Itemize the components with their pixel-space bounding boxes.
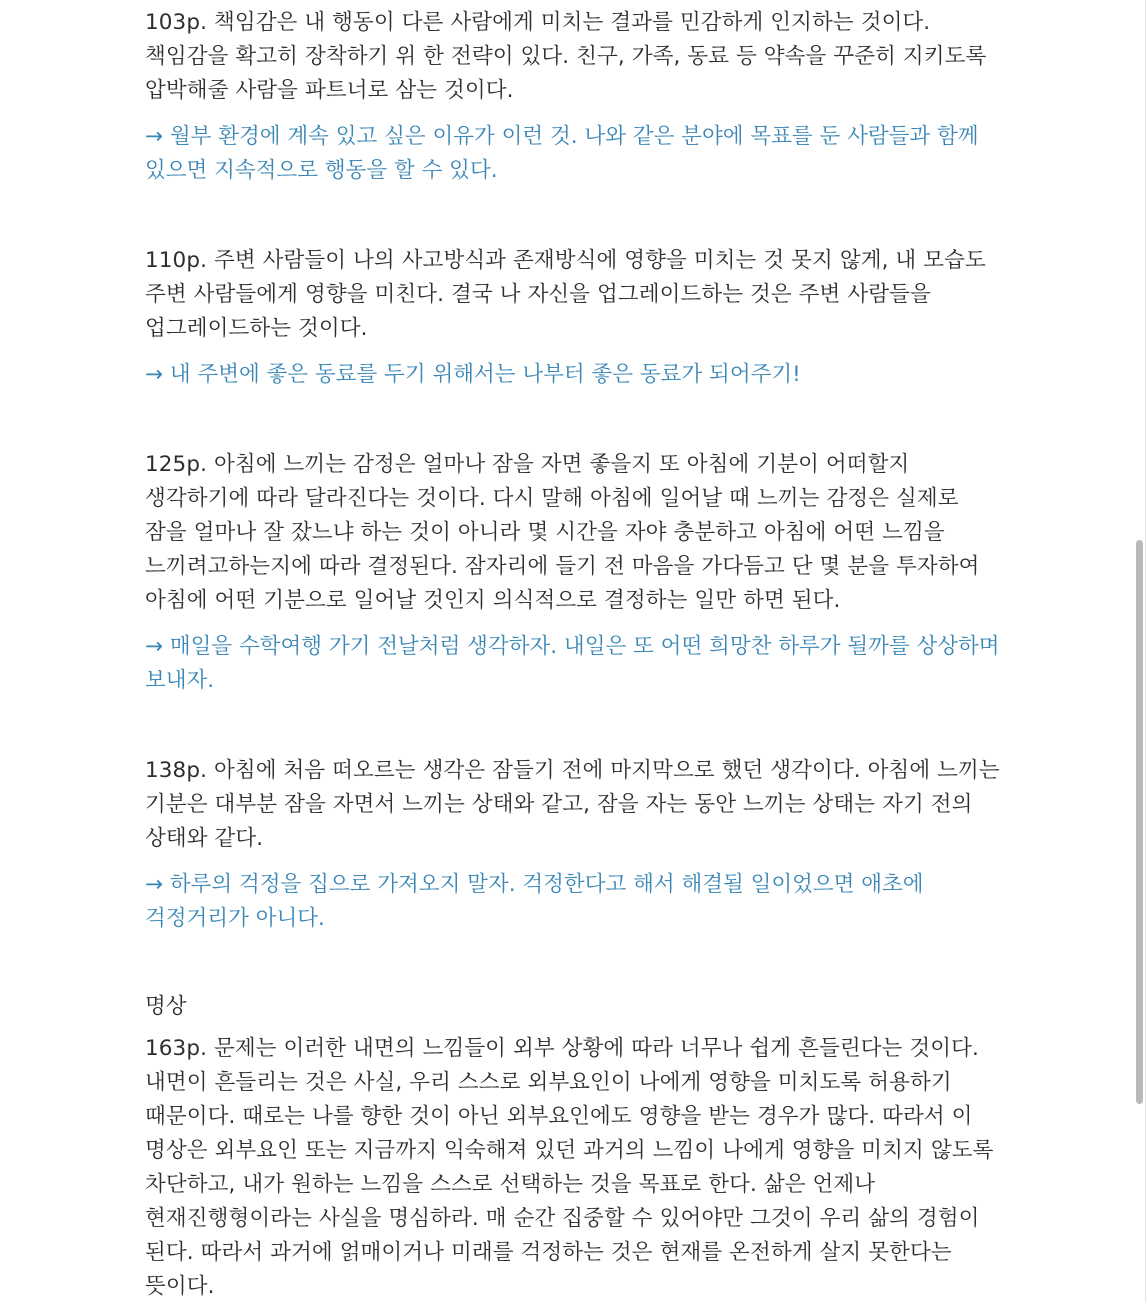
note-entry-103p	[145, 6, 1007, 188]
reflection-note: → 하루의 걱정을 집으로 가져오지 말자. 걱정한다고 해서 해결될 일이었으면 애초에 걱정거리가 아니다.	[145, 872, 924, 931]
divider-space	[145, 188, 1007, 244]
note-entry-110p	[145, 244, 1007, 392]
quote-text: 138p. 아침에 처음 떠오르는 생각은 잠들기 전에 마지막으로 했던 생각이다. 아침에 느끼는 기분은 대부분 잠을 자면서 느끼는 상태와 같고, 잠을 자는 동안 느끼는 상태는 자기 전의 상태와 같다.	[145, 758, 1000, 851]
note-entry-125p	[145, 448, 1007, 698]
reflection-note: → 내 주변에 좋은 동료를 두기 위해서는 나부터 좋은 동료가 되어주기!	[145, 362, 801, 387]
reflection-note: → 월부 환경에 계속 있고 싶은 이유가 이런 것. 나와 같은 분야에 목표를 둔 사람들과 함께 있으면 지속적으로 행동을 할 수 있다.	[145, 124, 979, 183]
reflection-note: → 매일을 수학여행 가기 전날처럼 생각하자. 내일은 또 어떤 희망찬 하루가 될까를 상상하며 보내자.	[145, 634, 1000, 693]
section-meditation	[145, 990, 1007, 1304]
divider-space	[145, 698, 1007, 754]
notes-content	[145, 6, 1007, 1304]
quote-text: 110p. 주변 사람들이 나의 사고방식과 존재방식에 영향을 미치는 것 못지 않게, 내 모습도 주변 사람들에게 영향을 미친다. 결국 나 자신을 업그레이드하는 것은 주변 사람들을 업그레이드하는 것이다.	[145, 248, 986, 341]
vertical-scrollbar[interactable]	[1136, 540, 1143, 1104]
section-title: 명상	[145, 994, 187, 1019]
quote-text: 103p. 책임감은 내 행동이 다른 사람에게 미치는 결과를 민감하게 인지하는 것이다. 책임감을 확고히 장착하기 위 한 전략이 있다. 친구, 가족, 동료 등 약속을 꾸준히 지키도록 압박해줄 사람을 파트너로 삼는 것이다.	[145, 10, 987, 103]
divider-space	[145, 392, 1007, 448]
quote-text: 125p. 아침에 느끼는 감정은 얼마나 잠을 자면 좋을지 또 아침에 기분이 어떠할지 생각하기에 따라 달라진다는 것이다. 다시 말해 아침에 일어날 때 느끼는 감정은 실제로 잠을 얼마나 잘 잤느냐 하는 것이 아니라 몇 시간을 자야 충분하고 아침에 어떤 느낌을 느끼려고하는지에 따라 결정된다. 잠자리에 들기 전 마음을 가다듬고 단 몇 분을 투자하여 아침에 어떤 기분으로 일어날 것인지 의식적으로 결정하는 일만 하면 된다.	[145, 452, 980, 613]
divider-space	[145, 936, 1007, 990]
note-entry-138p	[145, 754, 1007, 936]
quote-text: 163p. 문제는 이러한 내면의 느낌들이 외부 상황에 따라 너무나 쉽게 흔들린다는 것이다. 내면이 흔들리는 것은 사실, 우리 스스로 외부요인이 나에게 영향을 미치도록 허용하기 때문이다. 때로는 나를 향한 것이 아닌 외부요인에도 영향을 받는 경우가 많다. 따라서 이 명상은 외부요인 또는 지금까지 익숙해져 있던 과거의 느낌이 나에게 영향을 미치지 않도록 차단하고, 내가 원하는 느낌을 스스로 선택하는 것을 목표로 한다. 삶은 언제나 현재진행형이라는 사실을 명심하라. 매 순간 집중할 수 있어야만 그것이 우리 삶의 경험이 된다. 따라서 과거에 얽매이거나 미래를 걱정하는 것은 현재를 온전하게 살지 못한다는 뜻이다.	[145, 1036, 994, 1299]
